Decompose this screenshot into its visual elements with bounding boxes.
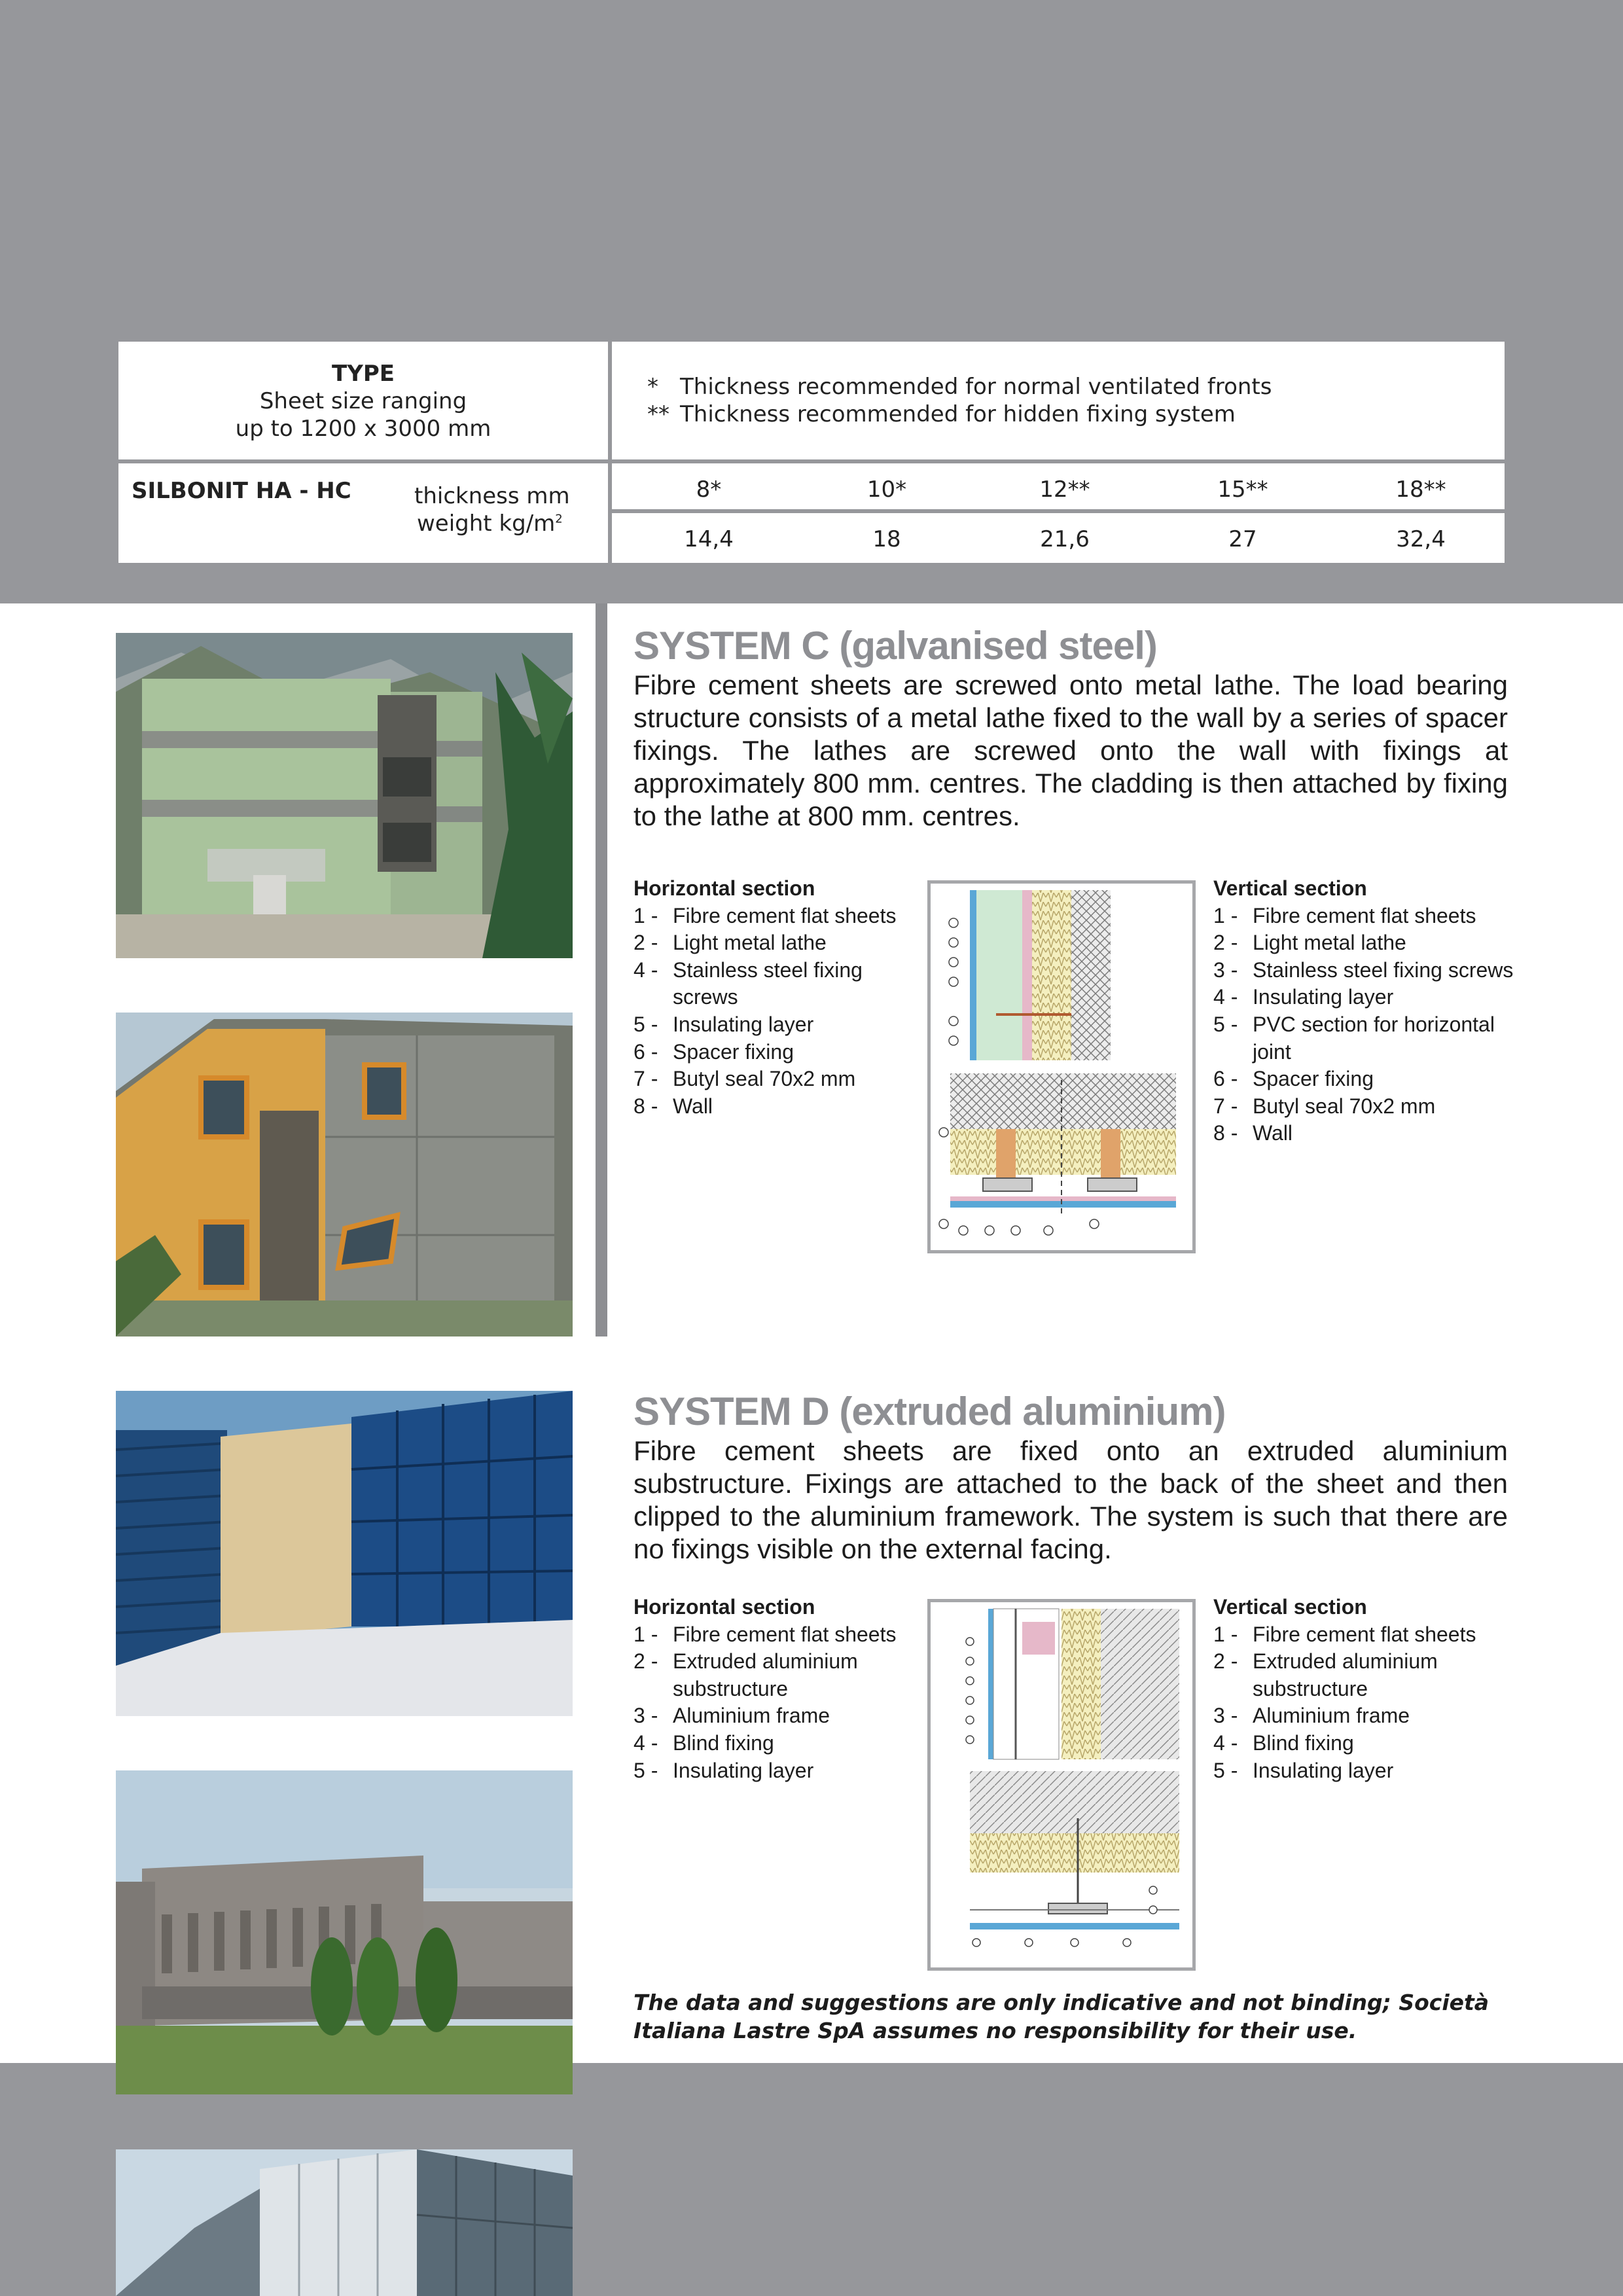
type-cell bbox=[118, 342, 608, 459]
legend-text: Aluminium frame bbox=[1253, 1704, 1410, 1728]
legend-item bbox=[1213, 1621, 1521, 1649]
product-name: SILBONIT HA - HC bbox=[132, 478, 351, 504]
weight-value: 27 bbox=[1228, 526, 1257, 552]
product-cell bbox=[118, 463, 608, 563]
legend-item bbox=[633, 1757, 915, 1785]
divider-bar bbox=[596, 603, 607, 1336]
thickness-value: 10* bbox=[866, 476, 907, 503]
thickness-label: thickness mm bbox=[414, 483, 570, 509]
legend-item bbox=[1213, 1757, 1521, 1785]
note-marker: * bbox=[647, 374, 658, 400]
legend-num: 1 - bbox=[1213, 903, 1238, 927]
photo-yellow-grey-house bbox=[116, 1013, 573, 1336]
sheet-size-label: Sheet size ranging bbox=[259, 388, 467, 414]
legend-num: 2 - bbox=[633, 1649, 658, 1674]
note-text: Thickness recommended for normal ventilated fronts bbox=[680, 374, 1272, 400]
weight-label-wrap bbox=[417, 511, 563, 537]
legend-text: Butyl seal 70x2 mm bbox=[673, 1067, 856, 1091]
legend-num: 5 - bbox=[633, 1012, 658, 1036]
system-d-section-drawing bbox=[927, 1599, 1196, 1971]
legend-num: 5 - bbox=[1213, 1758, 1238, 1782]
legend-item bbox=[1213, 957, 1521, 984]
legend-num: 7 - bbox=[1213, 1094, 1238, 1118]
legend-num: 3 - bbox=[633, 1704, 658, 1728]
legend-text: Insulating layer bbox=[1253, 985, 1394, 1009]
legend-num: 2 - bbox=[1213, 931, 1238, 955]
legend-item bbox=[1213, 1730, 1521, 1757]
spec-table bbox=[118, 342, 1505, 563]
legend-num: 6 - bbox=[633, 1039, 658, 1064]
legend-text: Extruded aluminium substructure bbox=[673, 1649, 858, 1700]
legend-text: Fibre cement flat sheets bbox=[1253, 1622, 1476, 1646]
legend-item bbox=[1213, 1120, 1521, 1147]
system-c-vertical-legend bbox=[1213, 875, 1521, 1147]
photo-green-building bbox=[116, 633, 573, 958]
legend-item bbox=[1213, 984, 1521, 1011]
legend-num: 4 - bbox=[633, 958, 658, 982]
thickness-row bbox=[612, 463, 1505, 509]
weight-value: 14,4 bbox=[684, 526, 734, 552]
legend-item bbox=[1213, 1702, 1521, 1730]
weight-value: 32,4 bbox=[1396, 526, 1446, 552]
photo-glass-facade bbox=[116, 1391, 573, 1716]
system-c-title: SYSTEM C (galvanised steel) bbox=[633, 624, 1157, 668]
legend-item bbox=[633, 1066, 915, 1093]
legend-num: 8 - bbox=[633, 1094, 658, 1118]
legend-text: Light metal lathe bbox=[673, 931, 827, 955]
legend-text: Extruded aluminium substructure bbox=[1253, 1649, 1438, 1700]
legend-num: 4 - bbox=[1213, 985, 1238, 1009]
legend-num: 4 - bbox=[633, 1731, 658, 1755]
legend-text: Spacer fixing bbox=[673, 1039, 794, 1064]
legend-text: Butyl seal 70x2 mm bbox=[1253, 1094, 1436, 1118]
legend-num: 3 - bbox=[1213, 1704, 1238, 1728]
legend-num: 7 - bbox=[633, 1067, 658, 1091]
legend-item bbox=[633, 957, 915, 1011]
thickness-value: 15** bbox=[1217, 476, 1268, 503]
weight-value: 21,6 bbox=[1040, 526, 1090, 552]
legend-text: Wall bbox=[1253, 1121, 1293, 1145]
legend-item bbox=[1213, 1093, 1521, 1121]
legend-num: 4 - bbox=[1213, 1731, 1238, 1755]
legend-num: 5 - bbox=[1213, 1012, 1238, 1036]
legend-item bbox=[633, 1011, 915, 1039]
legend-text: Wall bbox=[673, 1094, 713, 1118]
note-2 bbox=[647, 401, 1505, 428]
weight-row bbox=[612, 513, 1505, 563]
legend-text: Insulating layer bbox=[673, 1758, 814, 1782]
weight-label: weight kg/m bbox=[417, 511, 556, 537]
legend-num: 6 - bbox=[1213, 1067, 1238, 1091]
legend-text: Insulating layer bbox=[673, 1012, 814, 1036]
disclaimer-note: The data and suggestions are only indicative and not binding; Società Italiana Lastre SpA assumes no responsibility for their use. bbox=[633, 1990, 1489, 2043]
legend-text: Stainless steel fixing screws bbox=[1253, 958, 1514, 982]
legend-num: 5 - bbox=[633, 1758, 658, 1782]
legend-heading: Horizontal section bbox=[633, 876, 815, 900]
sheet-size-value: up to 1200 x 3000 mm bbox=[235, 416, 491, 442]
system-c-description: Fibre cement sheets are screwed onto metal lathe. The load bearing structure consists of a metal lathe fixed to the wall by a series of spacer fixings. The lathes are screwed onto the wall with fixings at approximately 800 mm. centres. The cladding is then attached by fixing to the lathe at 800 mm. centres. bbox=[633, 670, 1508, 831]
legend-num: 2 - bbox=[633, 931, 658, 955]
legend-text: Insulating layer bbox=[1253, 1758, 1394, 1782]
note-1 bbox=[647, 373, 1505, 401]
legend-heading: Horizontal section bbox=[633, 1595, 815, 1619]
legend-text: Stainless steel fixing screws bbox=[673, 958, 863, 1009]
legend-text: Light metal lathe bbox=[1253, 931, 1406, 955]
legend-item bbox=[633, 1702, 915, 1730]
legend-text: Fibre cement flat sheets bbox=[673, 1622, 897, 1646]
system-d-title: SYSTEM D (extruded aluminium) bbox=[633, 1390, 1226, 1433]
legend-item bbox=[633, 903, 915, 930]
system-c-section-drawing bbox=[927, 880, 1196, 1253]
legend-item bbox=[1213, 929, 1521, 957]
notes-cell bbox=[612, 342, 1505, 459]
legend-item bbox=[633, 1648, 915, 1702]
legend-heading: Vertical section bbox=[1213, 1595, 1367, 1619]
note-text: Thickness recommended for hidden fixing system bbox=[680, 401, 1236, 427]
legend-text: Fibre cement flat sheets bbox=[673, 903, 897, 927]
system-d-vertical-legend bbox=[1213, 1594, 1521, 1784]
legend-item bbox=[633, 1730, 915, 1757]
legend-item bbox=[633, 1039, 915, 1066]
photo-curved-facade bbox=[116, 2149, 573, 2296]
legend-text: Aluminium frame bbox=[673, 1704, 830, 1728]
legend-item bbox=[633, 929, 915, 957]
system-d-horizontal-legend bbox=[633, 1594, 915, 1784]
legend-num: 1 - bbox=[633, 1622, 658, 1646]
legend-item bbox=[633, 1621, 915, 1649]
thickness-value: 8* bbox=[696, 476, 722, 503]
weight-value: 18 bbox=[872, 526, 901, 552]
legend-item bbox=[1213, 903, 1521, 930]
legend-text: Blind fixing bbox=[673, 1731, 774, 1755]
legend-item bbox=[1213, 1648, 1521, 1702]
legend-num: 1 - bbox=[633, 903, 658, 927]
legend-heading: Vertical section bbox=[1213, 876, 1367, 900]
legend-num: 8 - bbox=[1213, 1121, 1238, 1145]
legend-item bbox=[633, 1093, 915, 1121]
legend-item bbox=[1213, 1011, 1521, 1066]
photo-long-building bbox=[116, 1770, 573, 2094]
thickness-value: 18** bbox=[1395, 476, 1446, 503]
thickness-value: 12** bbox=[1039, 476, 1090, 503]
system-d-description: Fibre cement sheets are fixed onto an extruded aluminium substructure. Fixings are attached to the back of the sheet and then clipped to the aluminium framework. The system is such that there are no fixings visible on the external facing. bbox=[633, 1435, 1508, 1564]
legend-text: Blind fixing bbox=[1253, 1731, 1354, 1755]
legend-text: PVC section for horizontal joint bbox=[1253, 1012, 1495, 1064]
legend-item bbox=[1213, 1066, 1521, 1093]
type-label: TYPE bbox=[332, 361, 395, 387]
legend-text: Spacer fixing bbox=[1253, 1067, 1374, 1091]
legend-text: Fibre cement flat sheets bbox=[1253, 903, 1476, 927]
weight-unit-sup: 2 bbox=[555, 512, 563, 526]
legend-num: 2 - bbox=[1213, 1649, 1238, 1674]
system-c-horizontal-legend bbox=[633, 875, 915, 1120]
legend-num: 1 - bbox=[1213, 1622, 1238, 1646]
legend-num: 3 - bbox=[1213, 958, 1238, 982]
note-marker: ** bbox=[647, 401, 669, 427]
